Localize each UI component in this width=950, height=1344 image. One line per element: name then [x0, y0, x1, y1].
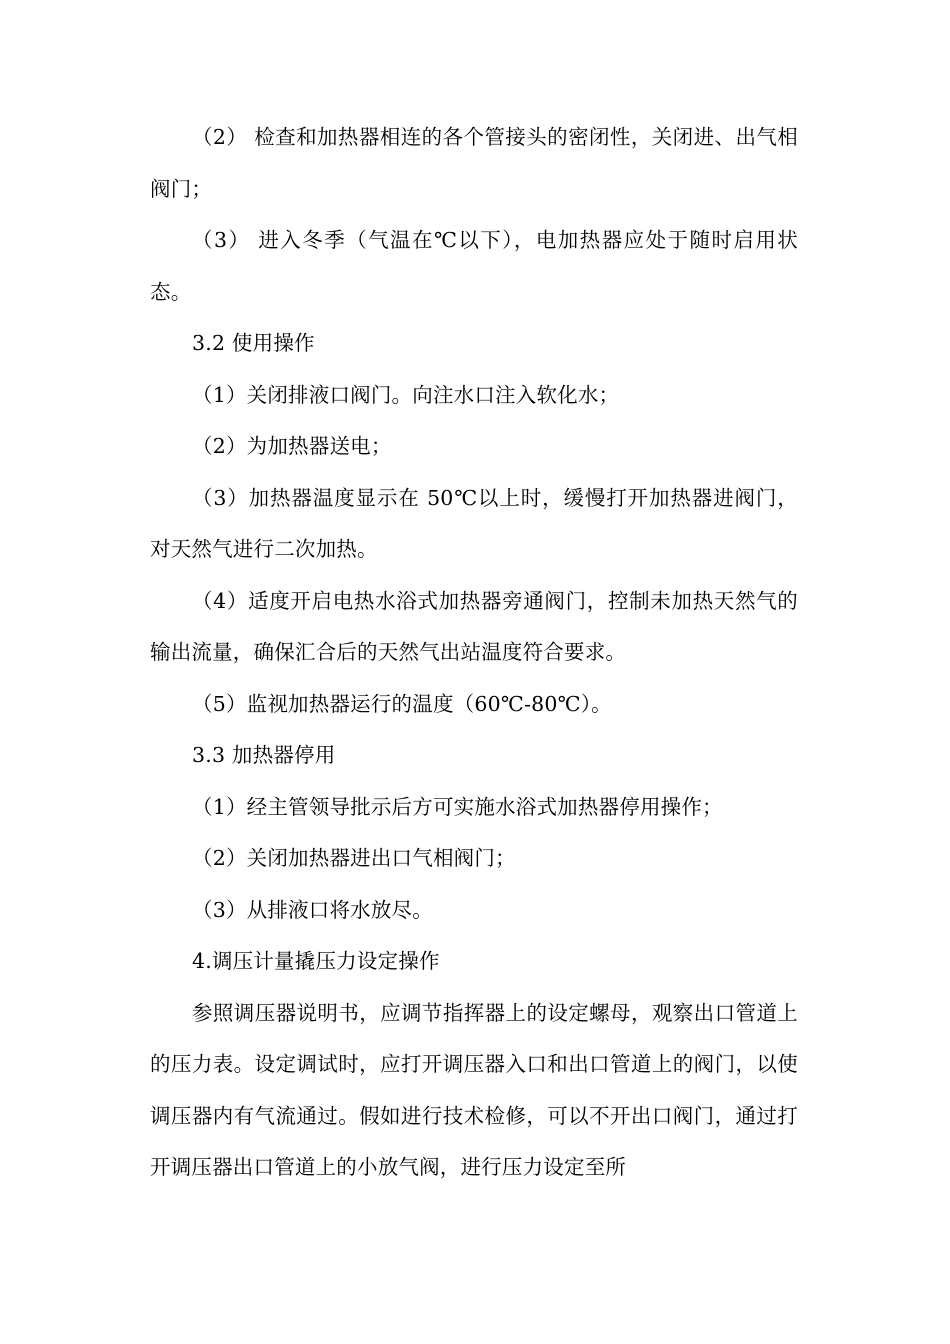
paragraph-check-joints: （2） 检查和加热器相连的各个管接头的密闭性，关闭进、出气相阀门；: [150, 125, 798, 201]
document-page: [150, 112, 798, 1194]
paragraph-usage-step-4: （4）适度开启电热水浴式加热器旁通阀门，控制未加热天然气的输出流量，确保汇合后的天然气出站温度符合要求。: [150, 588, 798, 664]
paragraph-usage-step-2: （2）为加热器送电；: [192, 434, 392, 458]
paragraph-pressure-setting-body: 参照调压器说明书，应调节指挥器上的设定螺母，观察出口管道上的压力表。设定调试时，应打开调压器入口和出口管道上的阀门，以使调压器内有气流通过。假如进行技术检修，可以不开出口阀门，通过打开调压器出口管道上的小放气阀，进行压力设定至所: [150, 1000, 798, 1179]
paragraph-usage-step-5: （5）监视加热器运行的温度（60℃-80℃）。: [192, 691, 612, 716]
paragraph-shutdown-step-2: （2）关闭加热器进出口气相阀门；: [192, 846, 516, 870]
section-heading-shutdown: 3.3 加热器停用: [192, 743, 336, 767]
paragraph-shutdown-step-3: （3）从排液口将水放尽。: [192, 897, 433, 922]
paragraph-shutdown-step-1: （1）经主管领导批示后方可实施水浴式加热器停用操作；: [192, 794, 723, 819]
paragraph-winter-standby: （3） 进入冬季（气温在℃以下），电加热器应处于随时启用状态。: [150, 228, 798, 304]
paragraph-usage-step-3: （3）加热器温度显示在 50℃以上时，缓慢打开加热器进阀门，对天然气进行二次加热。: [150, 485, 798, 561]
paragraph-usage-step-1: （1）关闭排液口阀门。向注水口注入软化水；: [192, 382, 620, 407]
section-heading-pressure-setting: 4.调压计量撬压力设定操作: [192, 949, 440, 973]
section-heading-usage: 3.2 使用操作: [192, 331, 315, 355]
